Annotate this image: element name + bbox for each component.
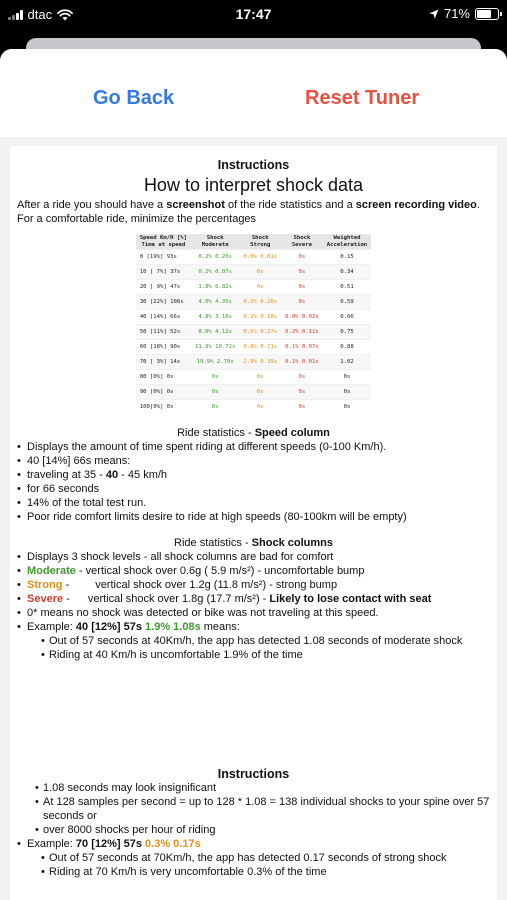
modal-sheet xyxy=(0,49,507,900)
table-row xyxy=(136,340,371,355)
table-cell: 0s xyxy=(281,385,323,400)
stats-table-body xyxy=(136,250,371,415)
table-cell: 0.8% 0.71s xyxy=(239,340,281,355)
table-cell: 60 [18%] 90s xyxy=(136,340,191,355)
table-cell: 0.1% 0.07s xyxy=(281,340,323,355)
table-cell: 0.2% 0.10s xyxy=(239,310,281,325)
table-cell: 0.75 xyxy=(323,325,371,340)
table-row xyxy=(136,325,371,340)
list-item-strong: • Strong - vertical shock over 1.2g (11.8 m/s²) - strong bump xyxy=(17,578,490,592)
example-sublist xyxy=(27,634,490,662)
list-item: • 40 [14%] 66s means: xyxy=(17,454,490,468)
list-item-moderate: • Moderate - vertical shock over 0.6g ( 5.9 m/s²) - uncomfortable bump xyxy=(17,564,490,578)
list-item: • 0* means no shock was detected or bike was not traveling at this speed. xyxy=(17,606,490,620)
list-item: • Riding at 40 Km/h is uncomfortable 1.9% of the time xyxy=(41,648,490,662)
list-item: • Out of 57 seconds at 70Km/h, the app has detected 0.17 seconds of strong shock xyxy=(41,851,490,865)
clock: 17:47 xyxy=(235,6,272,22)
table-cell: 4.0% 4.35s xyxy=(191,295,239,310)
table-cell: 0.0% 0.02s xyxy=(281,310,323,325)
table-cell: 2.9% 0.39s xyxy=(239,355,281,370)
table-row xyxy=(136,295,371,310)
stats-table-header xyxy=(136,234,371,250)
stats-table xyxy=(136,234,371,414)
table-cell: 0s xyxy=(323,400,371,415)
speed-list xyxy=(17,440,490,524)
battery-icon xyxy=(475,8,499,20)
table-cell: 0.2% 0.20s xyxy=(239,295,281,310)
table-cell: 20 [ 9%] 47s xyxy=(136,280,191,295)
speed-section-title: Ride statistics - Speed column xyxy=(177,427,330,439)
battery-percent: 71% xyxy=(443,6,470,21)
list-item: • Riding at 70 Km/h is very uncomfortable 0.3% of the time xyxy=(41,865,490,879)
instructions-header: Instructions xyxy=(217,158,290,172)
table-cell: 0s xyxy=(281,400,323,415)
table-row xyxy=(136,310,371,325)
battery-info xyxy=(429,6,499,21)
table-cell: 0.51 xyxy=(323,280,371,295)
carrier-name: dtac xyxy=(27,7,53,22)
table-cell: 0s xyxy=(281,295,323,310)
go-back-button[interactable]: Go Back xyxy=(93,87,175,109)
list-item: • 1.08 seconds may look insignificant xyxy=(35,781,490,795)
table-row xyxy=(136,385,371,400)
table-cell: 0s xyxy=(323,370,371,385)
table-row xyxy=(136,265,371,280)
table-row xyxy=(136,355,371,370)
example-sublist xyxy=(27,851,490,879)
reset-tuner-button[interactable]: Reset Tuner xyxy=(305,87,420,109)
table-cell: 0.88 xyxy=(323,340,371,355)
table-cell: 50 [11%] 52s xyxy=(136,325,191,340)
table-cell: 40 [14%] 66s xyxy=(136,310,191,325)
table-cell: 0s xyxy=(281,370,323,385)
location-arrow-icon xyxy=(429,9,439,19)
table-cell: 30 [22%] 108s xyxy=(136,295,191,310)
table-cell: 11.9% 10.72s xyxy=(191,340,239,355)
table-cell: 0.1% 0.01s xyxy=(281,355,323,370)
table-cell: 90 [0%] 0s xyxy=(136,385,191,400)
instructions-card-2 xyxy=(10,757,497,900)
table-cell: 0s xyxy=(191,400,239,415)
table-cell: 0s xyxy=(239,400,281,415)
list-item-example: • Example: 40 [12%] 57s 1.9% 1.08s means: • Out of 57 seconds at 40Km/h, the app has detected 1.08 seconds of moderate shock • Riding at 40 Km/h is uncomfortable 1.9% of the time xyxy=(17,620,490,662)
status-bar xyxy=(0,0,507,30)
table-cell: 0.2% 0.07s xyxy=(191,265,239,280)
list-item: • Displays the amount of time spent riding at different speeds (0-100 Km/h). xyxy=(17,440,490,454)
table-cell: 0.34 xyxy=(323,265,371,280)
table-cell: 0.5% 0.27s xyxy=(239,325,281,340)
card2-example-list xyxy=(17,837,490,879)
list-item-example: • Example: 70 [12%] 57s 0.3% 0.17s • Out of 57 seconds at 70Km/h, the app has detected 0.17 seconds of strong shock • Riding at 70 Km/h is very uncomfortable 0.3% of the time xyxy=(17,837,490,879)
table-header-cell: Weighted Acceleration xyxy=(323,234,371,250)
table-row xyxy=(136,280,371,295)
table-header-cell: Shock Moderate xyxy=(191,234,239,250)
table-row xyxy=(136,250,371,265)
table-cell: 100[0%] 0s xyxy=(136,400,191,415)
page-title: How to interpret shock data xyxy=(143,175,364,195)
table-cell: 1.8% 0.82s xyxy=(191,280,239,295)
table-cell: 0s xyxy=(281,280,323,295)
list-item-severe: • Severe - vertical shock over 1.8g (17.7 m/s²) - Likely to lose contact with seat xyxy=(17,592,490,606)
table-cell: 0s xyxy=(191,370,239,385)
table-cell: 0s xyxy=(239,385,281,400)
list-item: • 14% of the total test run. xyxy=(17,496,490,510)
table-cell: 80 [0%] 0s xyxy=(136,370,191,385)
table-cell: 0s xyxy=(281,250,323,265)
table-cell: 0s xyxy=(281,265,323,280)
instructions-header: Instructions xyxy=(217,767,290,781)
list-item: • for 66 seconds xyxy=(17,482,490,496)
list-item: • Displays 3 shock levels - all shock columns are bad for comfort xyxy=(17,550,490,564)
table-cell: 0s xyxy=(239,280,281,295)
table-cell: 0.66 xyxy=(323,310,371,325)
table-cell: 10 [ 7%] 37s xyxy=(136,265,191,280)
table-cell: 0s xyxy=(323,385,371,400)
table-header-cell: Shock Strong xyxy=(239,234,281,250)
table-cell: 0.2% 0.20s xyxy=(191,250,239,265)
list-item: • Out of 57 seconds at 40Km/h, the app has detected 1.08 seconds of moderate shock xyxy=(41,634,490,648)
table-row xyxy=(136,370,371,385)
table-cell: 4.8% 3.16s xyxy=(191,310,239,325)
table-cell: 0s xyxy=(239,370,281,385)
table-cell: 70 [ 3%] 14s xyxy=(136,355,191,370)
table-header-cell: Shock Severe xyxy=(281,234,323,250)
table-cell: 0s xyxy=(239,265,281,280)
list-item: • over 8000 shocks per hour of riding xyxy=(35,823,490,837)
table-header-cell: Speed Km/H [%] Time at speed xyxy=(136,234,191,250)
card2-list xyxy=(17,781,490,837)
shock-list xyxy=(17,550,490,662)
table-cell: 0s xyxy=(191,385,239,400)
intro-paragraph: After a ride you should have a screenshot of the ride statistics and a screen recording video. For a comfortable ride, minimize the percentages xyxy=(17,199,480,225)
table-cell: 0.59 xyxy=(323,295,371,310)
table-cell: 0.0% 0.01s xyxy=(239,250,281,265)
table-cell: 0.2% 0.11s xyxy=(281,325,323,340)
table-cell: 19.9% 2.70s xyxy=(191,355,239,370)
table-cell: 0 [19%] 93s xyxy=(136,250,191,265)
list-item: • At 128 samples per second = up to 128 * 1.08 = 138 individual shocks to your spine over 57 seconds or xyxy=(35,795,490,823)
instructions-card xyxy=(10,146,497,796)
table-cell: 0.15 xyxy=(323,250,371,265)
list-item: • traveling at 35 - 40 - 45 km/h xyxy=(17,468,490,482)
table-cell: 1.02 xyxy=(323,355,371,370)
nav-bar xyxy=(0,49,507,137)
shock-section-title: Ride statistics - Shock columns xyxy=(174,537,333,549)
table-row xyxy=(136,400,371,415)
table-cell: 8.0% 4.12s xyxy=(191,325,239,340)
list-item: • Poor ride comfort limits desire to ride at high speeds (80-100km will be empty) xyxy=(17,510,490,524)
